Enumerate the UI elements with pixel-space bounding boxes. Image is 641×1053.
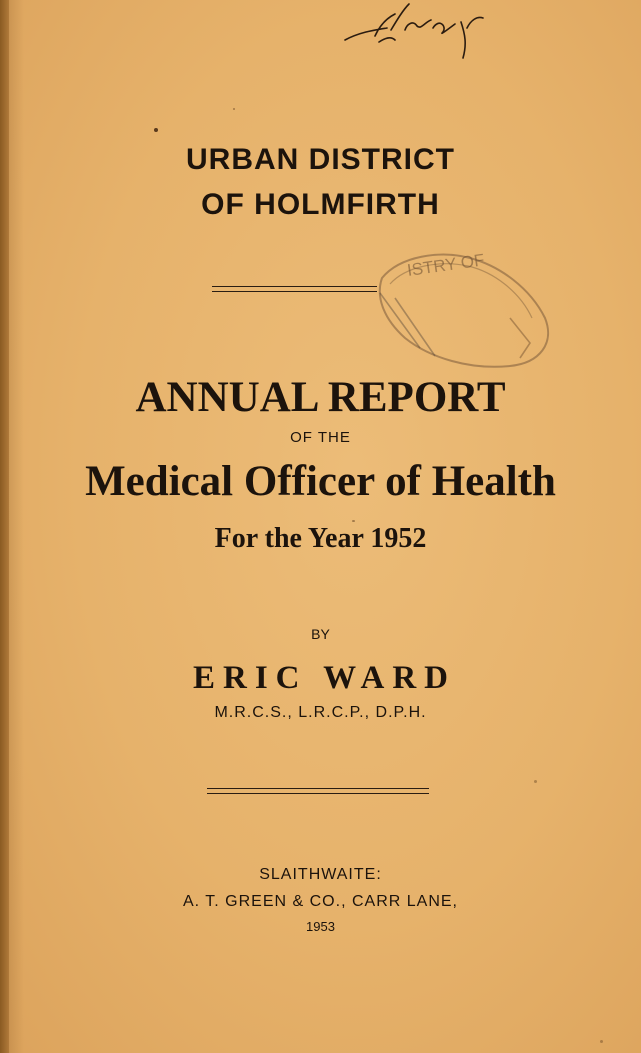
- report-year: For the Year 1952: [214, 523, 427, 554]
- district-title-line1: URBAN DISTRICT: [186, 143, 455, 176]
- publication-year: 1953: [306, 919, 335, 934]
- svg-text:ISTRY OF: ISTRY OF: [405, 250, 486, 280]
- paper-speck: [154, 128, 158, 132]
- report-title: ANNUAL REPORT: [135, 374, 506, 421]
- author-name: ERIC WARD: [192, 660, 456, 696]
- publisher-place: SLAITHWAITE:: [259, 866, 382, 883]
- author-qualifications: M.R.C.S., L.R.C.P., D.P.H.: [214, 704, 427, 721]
- decorative-rule: [212, 286, 377, 292]
- district-title-line2: OF HOLMFIRTH: [201, 188, 440, 221]
- paper-speck: [352, 520, 355, 522]
- paper-speck: [233, 108, 235, 110]
- report-subject: Medical Officer of Health: [85, 458, 556, 505]
- handwritten-signature-icon: [335, 0, 500, 80]
- publisher-address: A. T. GREEN & CO., CARR LANE,: [183, 893, 458, 910]
- paper-speck: [600, 1040, 603, 1043]
- of-the-label: OF THE: [290, 429, 351, 446]
- double-rule-divider: [207, 788, 429, 794]
- by-label: BY: [311, 626, 330, 642]
- paper-speck: [534, 780, 537, 783]
- library-stamp-crest-icon: [360, 248, 570, 373]
